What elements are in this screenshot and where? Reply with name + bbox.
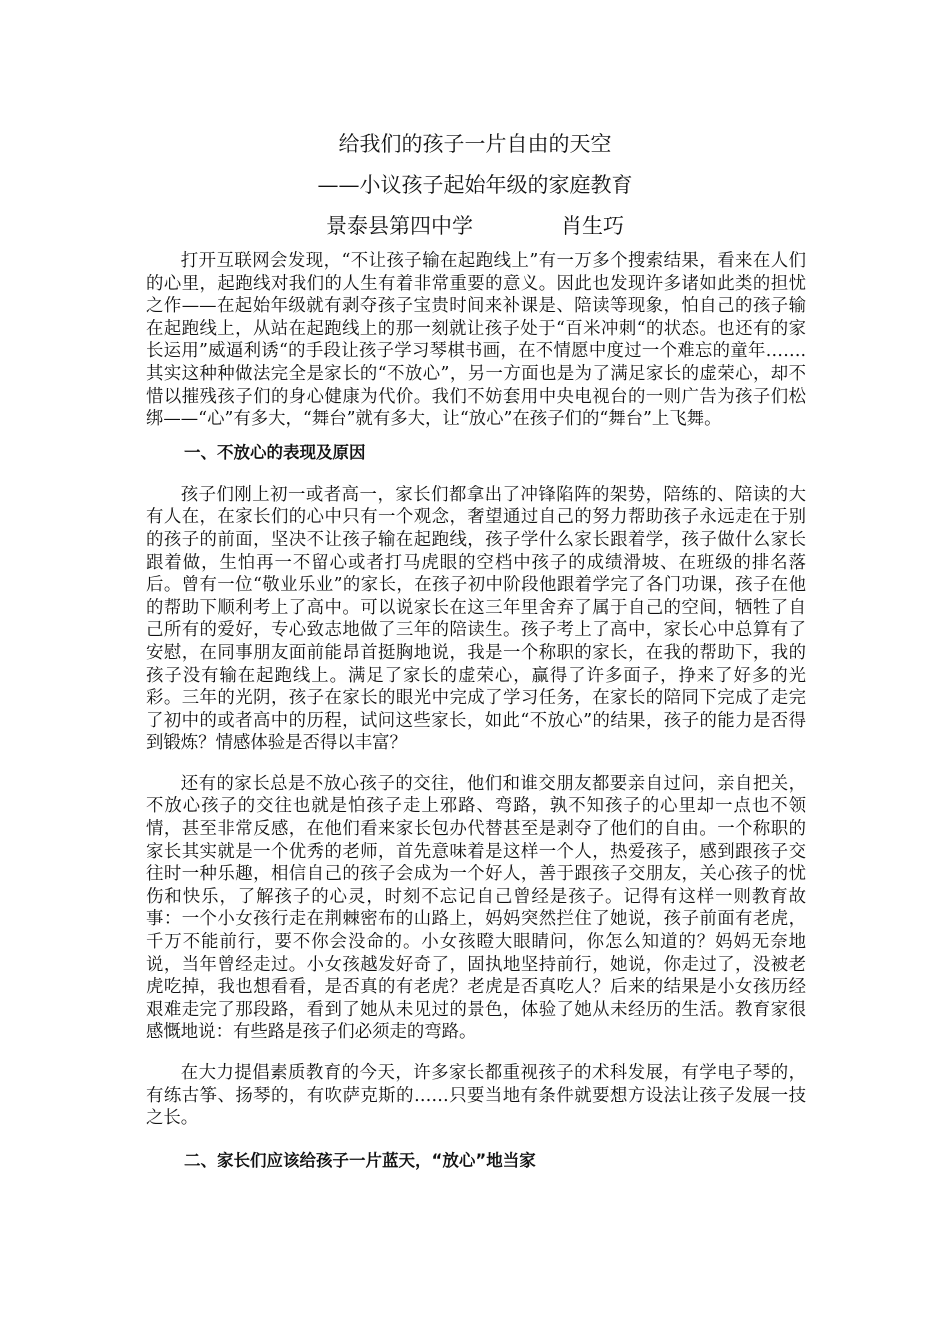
author-name: 肖生巧 bbox=[561, 214, 624, 238]
title-block bbox=[0, 124, 950, 247]
section-heading-2: 二、家长们应该给孩子一片蓝天，“放心”地当家 bbox=[184, 1150, 536, 1170]
document-subtitle: ——小议孩子起始年级的家庭教育 bbox=[317, 173, 633, 197]
article-body bbox=[146, 250, 806, 1172]
document-title: 给我们的孩子一片自由的天空 bbox=[338, 132, 612, 156]
section1-paragraph-2: 还有的家长总是不放心孩子的交往，他们和谁交朋友都要亲自过问，亲自把关，不放心孩子的交往也就是怕孩子走上邪路、弯路，孰不知孩子的心里却一点也不领情，甚至非常反感，在他们看来家长包办代替甚至是剥夺了他们的自由。一个称职的家长其实就是一个优秀的老师，首先意味着是这样一个人，热爱孩子，感到跟孩子交往时一种乐趣，相信自己的孩子会成为一个好人，善于跟孩子交朋友，关心孩子的忧伤和快乐，了解孩子的心灵，时刻不忘记自己曾经是孩子。记得有这样一则教育故事：一个小女孩行走在荆棘密布的山路上，妈妈突然拦住了她说，孩子前面有老虎，千万不能前行，要不你会没命的。小女孩瞪大眼睛问，你怎么知道的？妈妈无奈地说，当年曾经走过。小女孩越发好奇了，固执地坚持前行，她说，你走过了，没被老虎吃掉，我也想看看，是否真的有老虎？老虎是否真吃人？后来的结果是小女孩历经艰难走完了那段路，看到了她从未见过的景色，体验了她从未经历的生活。教育家很感慨地说：有些路是孩子们必须走的弯路。 bbox=[146, 773, 806, 1043]
intro-paragraph: 打开互联网会发现，“不让孩子输在起跑线上”有一万多个搜索结果，看来在人们的心里，起跑线对我们的人生有着非常重要的意义。因此也发现许多诸如此类的担忧之作——在起始年级就有剥夺孩子宝贵时间来补课是、陪读等现象，怕自己的孩子输在起跑线上，从站在起跑线上的那一刻就让孩子处于“百米冲刺“的状态。也还有的家长运用”威逼利诱“的手段让孩子学习琴棋书画，在不情愿中度过一个难忘的童年…….其实这种种做法完全是家长的“不放心”，另一方面也是为了满足家长的虚荣心，却不惜以摧残孩子们的身心健康为代价。我们不妨套用中央电视台的一则广告为孩子们松绑——“心”有多大，“舞台”就有多大，让“放心”在孩子们的“舞台”上飞舞。 bbox=[146, 251, 806, 430]
section1-paragraph-1: 孩子们刚上初一或者高一，家长们都拿出了冲锋陷阵的架势，陪练的、陪读的大有人在，在家长们的心中只有一个观念，奢望通过自己的努力帮助孩子永远走在于别的孩子的前面，坚决不让孩子输在起跑线，孩子学什么家长跟着学，孩子做什么家长跟着做，生怕再一不留心或者打马虎眼的空档中孩子的成绩滑坡、在班级的排名落后。曾有一位“敬业乐业”的家长，在孩子初中阶段他跟着学完了各门功课，孩子在他的帮助下顺利考上了高中。可以说家长在这三年里舍弃了属于自己的空间，牺牲了自己所有的爱好，专心致志地做了三年的陪读生。孩子考上了高中，家长心中总算有了安慰，在同事朋友面前能昂首挺胸地说，我是一个称职的家长，在我的帮助下，我的孩子没有输在起跑线上。满足了家长的虚荣心，赢得了许多面子，挣来了好多的光彩。三年的光阴，孩子在家长的眼光中完成了学习任务，在家长的陪同下完成了走完了初中的或者高中的历程，试问这些家长，如此“不放心”的结果，孩子的能力是否得到锻炼？情感体验是否得以丰富？ bbox=[146, 484, 806, 754]
school-name: 景泰县第四中学 bbox=[326, 214, 473, 238]
section-heading-1: 一、不放心的表现及原因 bbox=[184, 442, 366, 462]
section1-paragraph-3: 在大力提倡素质教育的今天，许多家长都重视孩子的术科发展，有学电子琴的，有练古筝、扬琴的，有吹萨克斯的……只要当地有条件就要想方设法让孩子发展一技之长。 bbox=[146, 1063, 806, 1129]
author-line bbox=[0, 206, 950, 247]
